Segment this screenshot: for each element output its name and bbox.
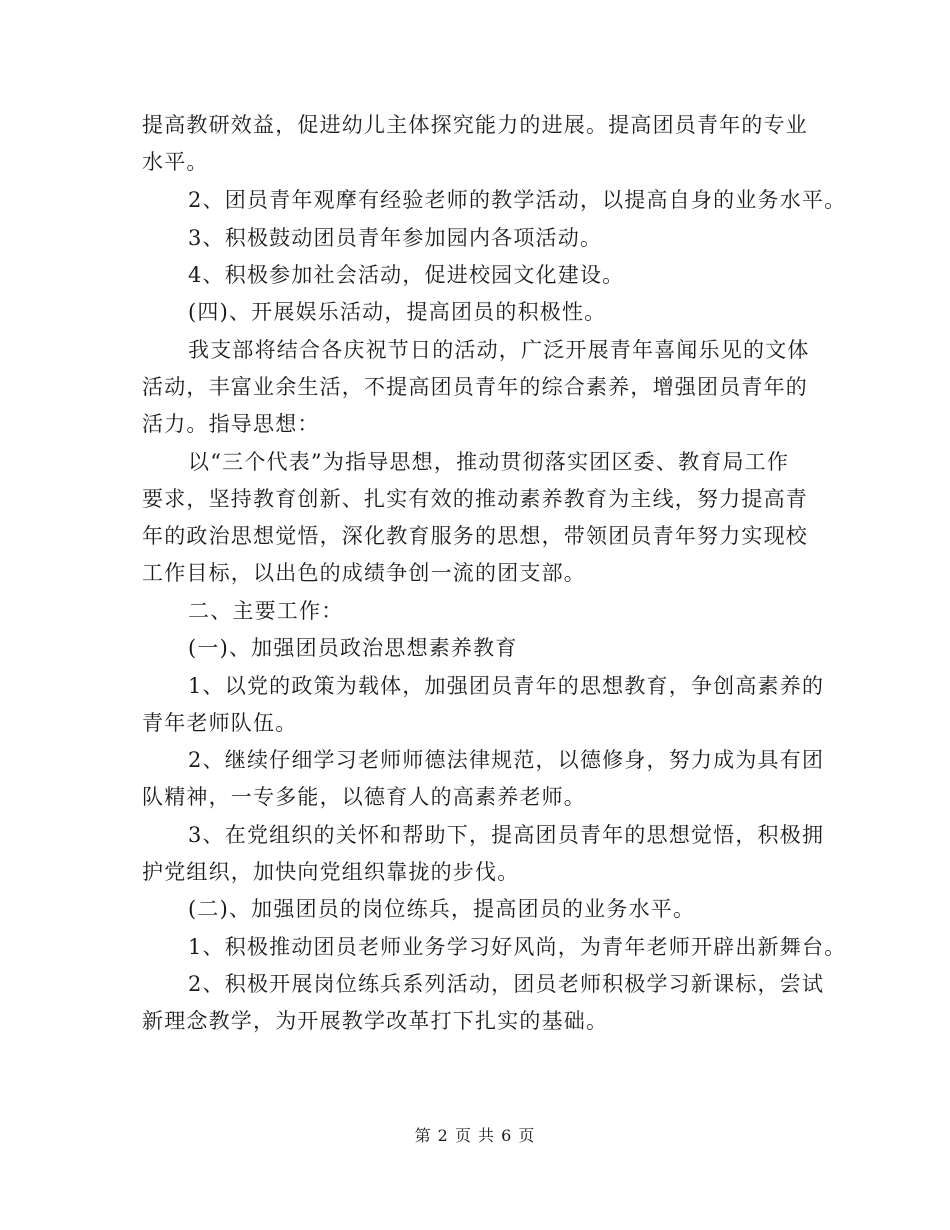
body-line: 活力。指导思想： [142, 412, 320, 436]
page-number-footer: 第 2 页 共 6 页 [414, 1126, 536, 1145]
body-line: 青年老师队伍。 [142, 711, 298, 735]
body-line: 2、积极开展岗位练兵系列活动，团员老师积极学习新课标，尝试 [188, 972, 825, 996]
body-line: 护党组织，加快向党组织靠拢的步伐。 [142, 860, 520, 884]
section-heading: (四)、开展娱乐活动，提高团员的积极性。 [188, 300, 607, 324]
body-line: 队精神，一专多能，以德育人的高素养老师。 [142, 785, 586, 809]
section-heading: 二、主要工作： [188, 599, 344, 623]
body-line: 3、积极鼓动团员青年参加园内各项活动。 [188, 226, 603, 250]
body-line: 工作目标，以出色的成绩争创一流的团支部。 [142, 561, 586, 585]
section-heading: (二)、加强团员的岗位练兵，提高团员的业务水平。 [188, 897, 696, 921]
body-line: 1、积极推动团员老师业务学习好风尚，为青年老师开辟出新舞台。 [188, 935, 847, 959]
body-line: 活动，丰富业余生活，不提高团员青年的综合素养，增强团员青年的 [142, 375, 808, 399]
body-line: 2、继续仔细学习老师师德法律规范，以德修身，努力成为具有团 [188, 748, 825, 772]
body-line: 以“三个代表”为指导思想，推动贯彻落实团区委、教育局工作 [188, 450, 790, 474]
body-line: 要求，坚持教育创新、扎实有效的推动素养教育为主线，努力提高青 [142, 487, 808, 511]
body-line: 年的政治思想觉悟，深化教育服务的思想，带领团员青年努力实现校 [142, 524, 808, 548]
body-line: 提高教研效益，促进幼儿主体探究能力的进展。提高团员青年的专业 [142, 113, 808, 137]
section-heading: (一)、加强团员政治思想素养教育 [188, 636, 518, 660]
body-line: 3、在党组织的关怀和帮助下，提高团员青年的思想觉悟，积极拥 [188, 823, 825, 847]
body-line: 新理念教学，为开展教学改革打下扎实的基础。 [142, 1009, 609, 1033]
body-line: 水平。 [142, 150, 209, 174]
body-line: 1、以党的政策为载体，加强团员青年的思想教育，争创高素养的 [188, 674, 825, 698]
body-line: 我支部将结合各庆祝节日的活动，广泛开展青年喜闻乐见的文体 [188, 338, 810, 362]
body-line: 4、积极参加社会活动，促进校园文化建设。 [188, 263, 625, 287]
body-line: 2、团员青年观摩有经验老师的教学活动，以提高自身的业务水平。 [188, 188, 847, 212]
